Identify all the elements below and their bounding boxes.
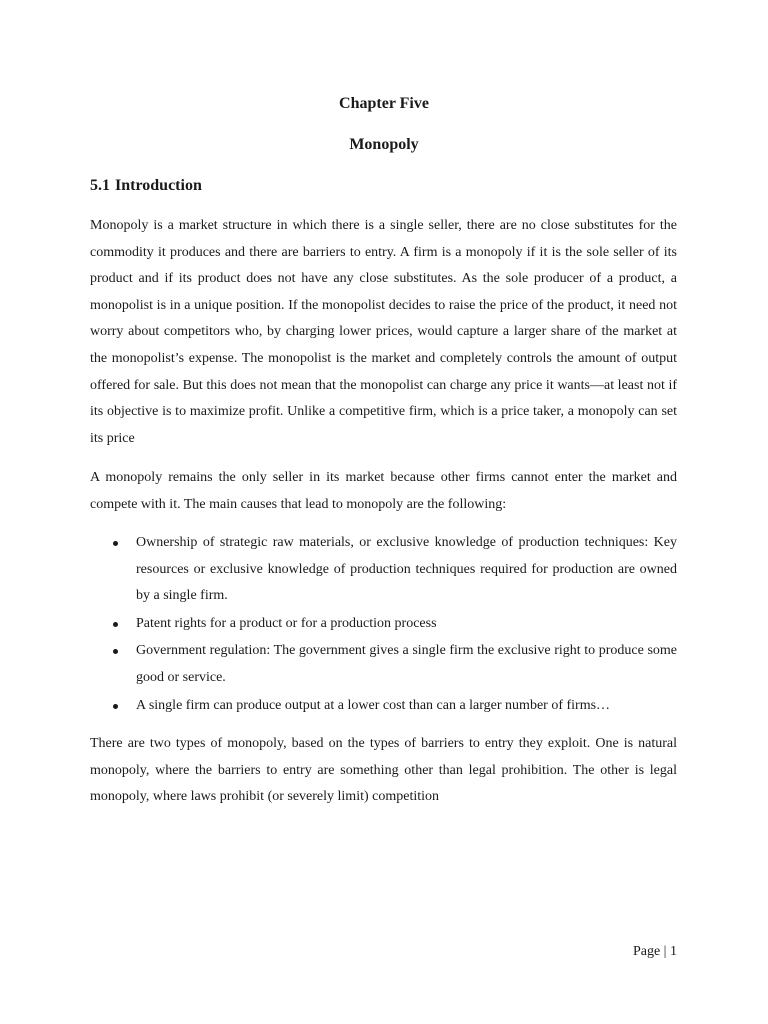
list-item (90, 530, 677, 610)
section-number: 5.1 (90, 177, 110, 194)
causes-list (90, 530, 677, 720)
list-item-text: Ownership of strategic raw materials, or exclusive knowledge of production techniques: Key resources or exclusive knowledge of production techniques required for production are owned by a single firm. (136, 535, 677, 604)
section-title: Introduction (115, 177, 202, 194)
bullet-icon (113, 541, 118, 546)
page-number: Page | 1 (632, 944, 677, 959)
bullet-icon (113, 649, 118, 654)
paragraph-definition: Monopoly is a market structure in which there is a single seller, there are no close substitutes for the commodity it produces and there are barriers to entry. A firm is a monopoly if it is the sole seller of its product and if its product does not have any close substitutes. As the sole producer of a product, a monopolist is in a unique position. If the monopolist decides to raise the price of the product, it need not worry about competitors who, by charging lower prices, would capture a larger share of the market at the monopolist’s expense. The monopolist is the market and completely controls the amount of output offered for sale. But this does not mean that the monopolist can charge any price it wants—at least not if its objective is to maximize profit. Unlike a competitive firm, which is a price taker, a monopoly can set its price (90, 218, 677, 446)
list-item (90, 693, 677, 720)
chapter-subtitle: Monopoly (349, 136, 419, 153)
bullet-icon (113, 704, 118, 709)
paragraph-types: There are two types of monopoly, based on the types of barriers to entry they exploit. One is natural monopoly, where the barriers to entry are something other than legal prohibition. The other is legal monopoly, where laws prohibit (or severely limit) competition (90, 736, 677, 805)
chapter-title: Chapter Five (339, 95, 429, 112)
list-item-text: A single firm can produce output at a lower cost than can a larger number of firms… (136, 697, 611, 713)
list-item-text: Patent rights for a product or for a production process (136, 615, 437, 631)
list-item (90, 638, 677, 691)
list-item-text: Government regulation: The government gives a single firm the exclusive right to produce some good or service. (136, 643, 677, 685)
paragraph-causes-intro: A monopoly remains the only seller in its market because other firms cannot enter the market and compete with it. The main causes that lead to monopoly are the following: (90, 470, 677, 512)
section-heading (90, 175, 202, 197)
bullet-icon (113, 622, 118, 627)
list-item (90, 611, 677, 638)
